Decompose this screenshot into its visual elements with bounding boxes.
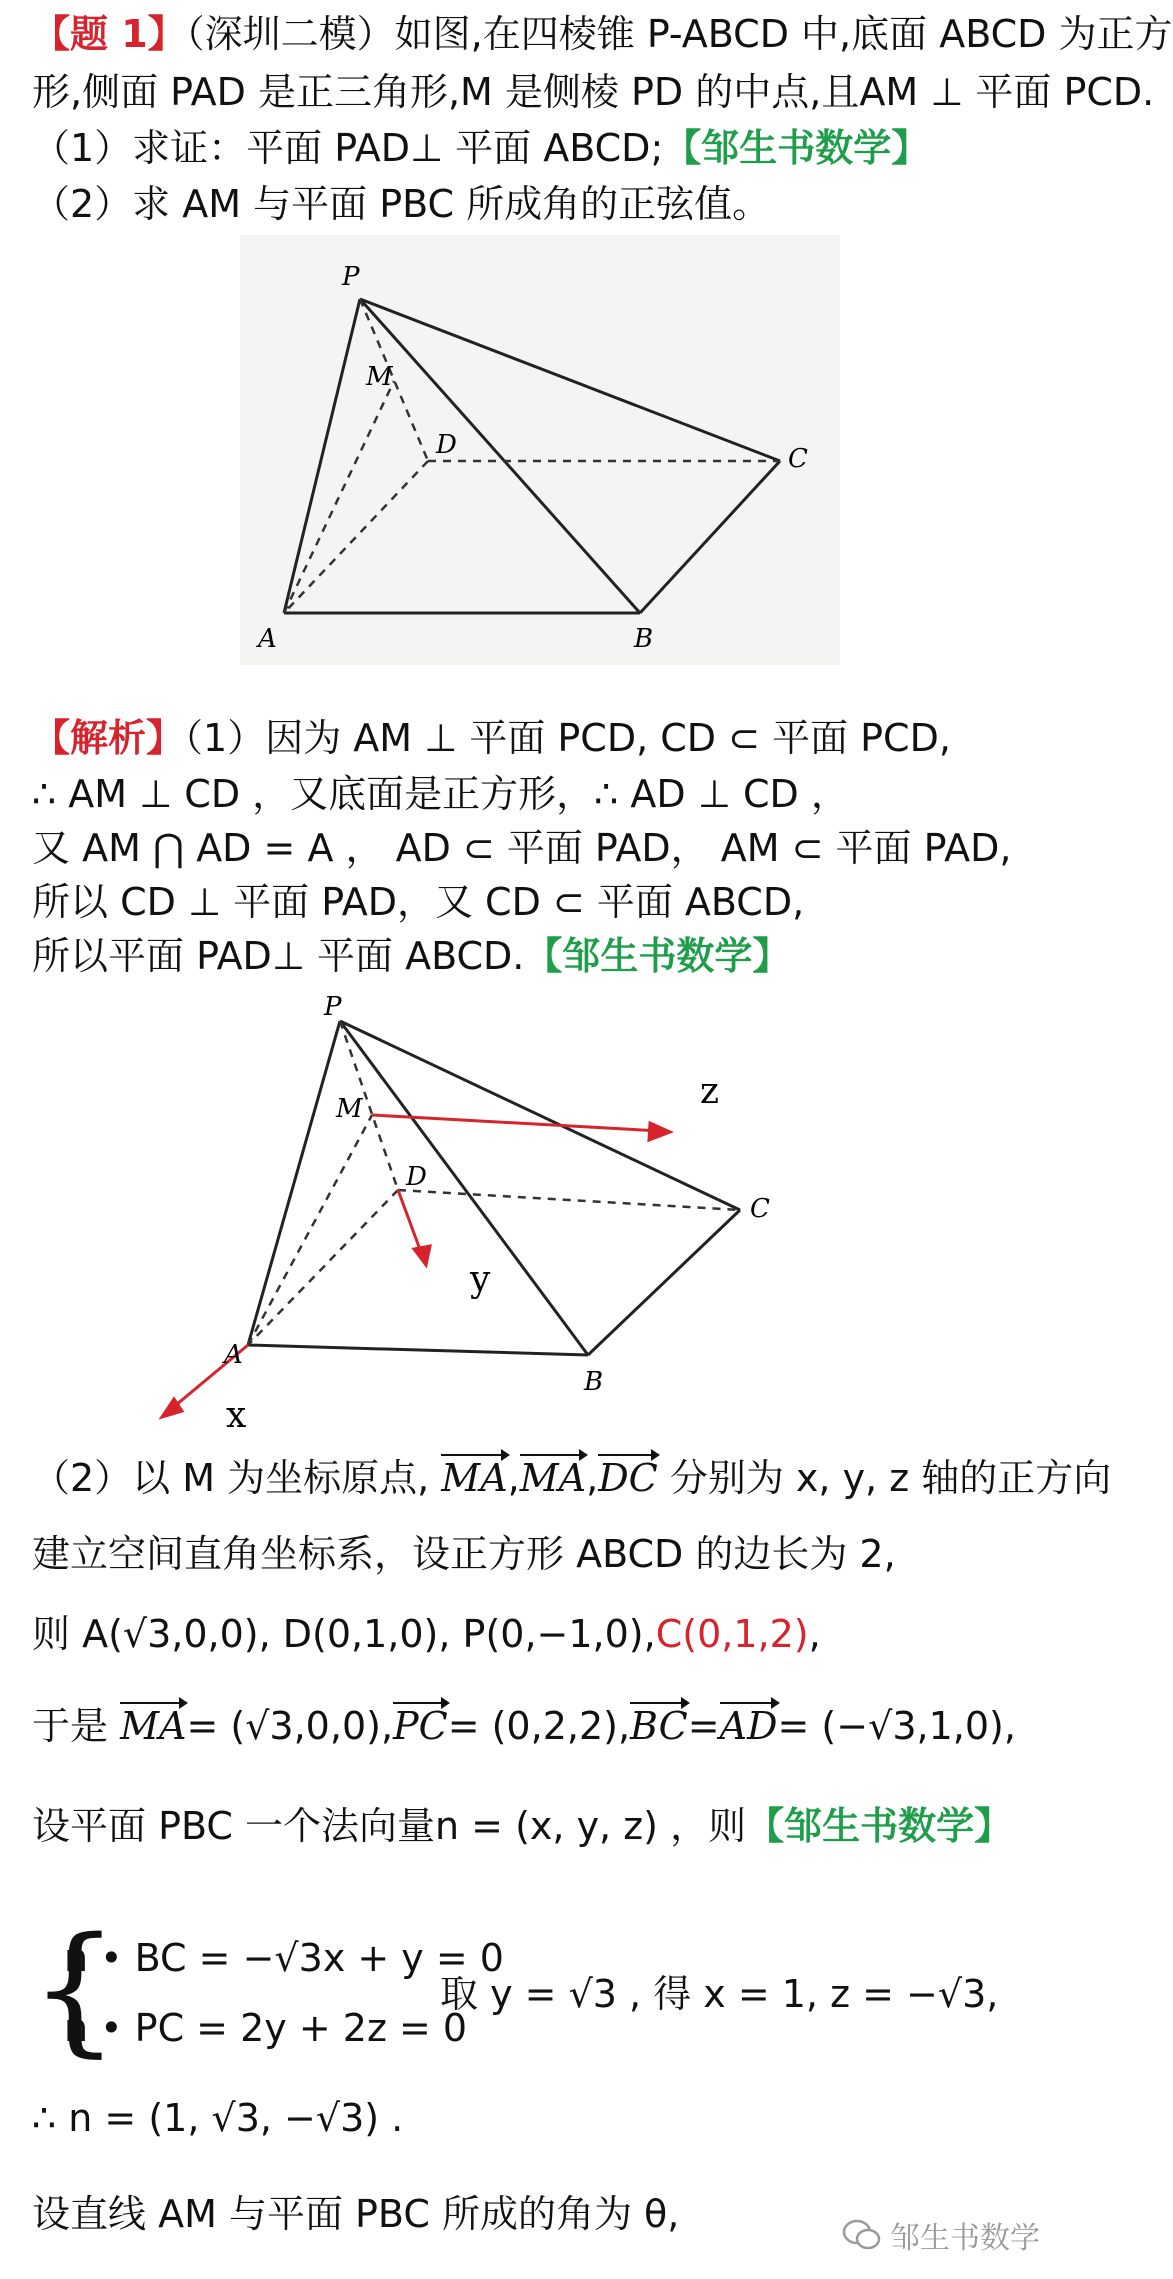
vector-ma-3: MA bbox=[120, 1704, 187, 1748]
take-value-line bbox=[440, 1968, 998, 2020]
equation-2 bbox=[64, 2002, 467, 2054]
vertex-label-b: B bbox=[634, 624, 654, 654]
solution-text-3: 又 AM ⋂ AD = A ， AD ⊂ 平面 PAD， AM ⊂ 平面 PAD, bbox=[32, 826, 1012, 870]
problem-line-1 bbox=[32, 8, 1173, 60]
vector-dc: DC bbox=[598, 1456, 658, 1500]
vertex2-label-d: D bbox=[406, 1162, 427, 1192]
solution-line-3 bbox=[32, 822, 1011, 874]
vector-ma: MA bbox=[441, 1456, 508, 1500]
vertex2-label-p: P bbox=[324, 992, 342, 1022]
problem-text-1: （深圳二模）如图,在四棱锥 P-ABCD 中,底面 ABCD 为正方 bbox=[185, 12, 1173, 56]
part2-text-3a: 则 A(√3,0,0), D(0,1,0), P(0,−1,0), bbox=[32, 1612, 656, 1656]
part2-line-2 bbox=[32, 1528, 896, 1580]
solution-text-4: 所以 CD ⊥ 平面 PAD，又 CD ⊂ 平面 ABCD, bbox=[32, 880, 805, 924]
question-2 bbox=[32, 178, 770, 230]
vertex2-label-c: C bbox=[750, 1194, 770, 1224]
vertex-label-d: D bbox=[436, 430, 457, 460]
wechat-icon bbox=[842, 2218, 882, 2252]
part2-text-4d: = bbox=[687, 1704, 720, 1748]
equation-2-text: n • PC = 2y + 2z = 0 bbox=[64, 2006, 468, 2050]
equation-1 bbox=[64, 1932, 504, 1984]
brand-tag-2: 【邹生书数学】 bbox=[524, 934, 791, 978]
vector-pc: PC bbox=[393, 1704, 448, 1748]
problem-tag: 【题 1】 bbox=[32, 12, 186, 56]
normal-vector-text: ∴ n = (1, √3, −√3) . bbox=[32, 2096, 404, 2140]
watermark bbox=[842, 2213, 1040, 2257]
part2-text-3c: , bbox=[808, 1612, 821, 1656]
axis-label-z: z bbox=[700, 1071, 719, 1112]
problem-text-2: 形,侧面 PAD 是正三角形,M 是侧棱 PD 的中点,且 bbox=[32, 70, 860, 114]
solution-line-1 bbox=[32, 712, 951, 764]
part2-text-4e: = (−√3,1,0), bbox=[777, 1704, 1016, 1748]
part2-line-1: （2）以 M 为坐标原点, MA,MA,DC 分别为 x, y, z 轴的正方向 bbox=[32, 1456, 1112, 1500]
vertex-label-a: A bbox=[258, 624, 277, 654]
angle-line bbox=[32, 2188, 679, 2240]
part2-line-5 bbox=[32, 1800, 1012, 1852]
part2-text-5a: 设平面 PBC 一个法向量 bbox=[32, 1804, 436, 1848]
equation-1-text: n • BC = −√3x + y = 0 bbox=[64, 1936, 504, 1980]
vertex-label-c: C bbox=[788, 444, 808, 474]
part2-line-3 bbox=[32, 1608, 821, 1660]
normal-vector-result bbox=[32, 2092, 403, 2144]
axis-label-y: y bbox=[470, 1259, 491, 1300]
part2-text-2: 建立空间直角坐标系，设正方形 ABCD 的边长为 2, bbox=[32, 1532, 896, 1576]
part2-text-1b: 分别为 x, y, z 轴的正方向 bbox=[669, 1456, 1112, 1500]
question-2-text: （2）求 AM 与平面 PBC 所成角的正弦值。 bbox=[32, 182, 771, 226]
vertex-label-m: M bbox=[366, 362, 393, 392]
vertex-label-p: P bbox=[342, 262, 360, 292]
part2-text-1a: （2）以 M 为坐标原点, bbox=[32, 1456, 430, 1500]
solution-tag: 【解析】 bbox=[32, 716, 185, 760]
solution-text-2: ∴ AM ⊥ CD ，又底面是正方形，∴ AD ⊥ CD ， bbox=[32, 772, 849, 816]
pyramid-figure-2 bbox=[140, 985, 860, 1445]
part2-text-4c: = (0,2,2), bbox=[447, 1704, 631, 1748]
part2-text-4a: 于是 bbox=[32, 1704, 109, 1748]
system-brace: { bbox=[30, 1908, 120, 2071]
question-1 bbox=[32, 122, 929, 174]
question-1-text: （1）求证：平面 PAD⊥ 平面 ABCD; bbox=[32, 126, 664, 170]
pyramid-figure-1 bbox=[240, 235, 840, 665]
watermark-text: 邹生书数学 bbox=[890, 2221, 1040, 2256]
solution-text-5: 所以平面 PAD⊥ 平面 ABCD. bbox=[32, 934, 525, 978]
vertex2-label-m: M bbox=[336, 1094, 363, 1124]
vector-bc: BC bbox=[630, 1704, 688, 1748]
axis-label-x: x bbox=[226, 1395, 247, 1436]
solution-line-5 bbox=[32, 930, 790, 982]
vertex2-label-b: B bbox=[584, 1367, 604, 1397]
vector-ma-2: MA bbox=[519, 1456, 587, 1500]
solution-line-2 bbox=[32, 768, 849, 820]
part2-text-5b: n = (x, y, z) ，则 bbox=[435, 1804, 747, 1848]
angle-text: 设直线 AM 与平面 PBC 所成的角为 θ, bbox=[32, 2192, 680, 2236]
part2-text-4b: = (√3,0,0), bbox=[186, 1704, 394, 1748]
solution-line-4 bbox=[32, 876, 804, 928]
vector-ad: AD bbox=[719, 1704, 778, 1748]
problem-text-2b: AM ⊥ 平面 PCD. bbox=[859, 70, 1155, 114]
solution-text-1: （1）因为 AM ⊥ 平面 PCD, CD ⊂ 平面 PCD, bbox=[184, 716, 951, 760]
take-value-text: 取 y = √3 , 得 x = 1, z = −√3, bbox=[440, 1972, 999, 2016]
brand-tag-3: 【邹生书数学】 bbox=[746, 1804, 1013, 1848]
brand-tag: 【邹生书数学】 bbox=[663, 126, 930, 170]
vertex2-label-a: A bbox=[224, 1340, 243, 1370]
problem-line-2 bbox=[32, 66, 1154, 118]
point-c-red: C(0,1,2) bbox=[655, 1612, 809, 1656]
part2-line-4 bbox=[32, 1700, 1016, 1752]
